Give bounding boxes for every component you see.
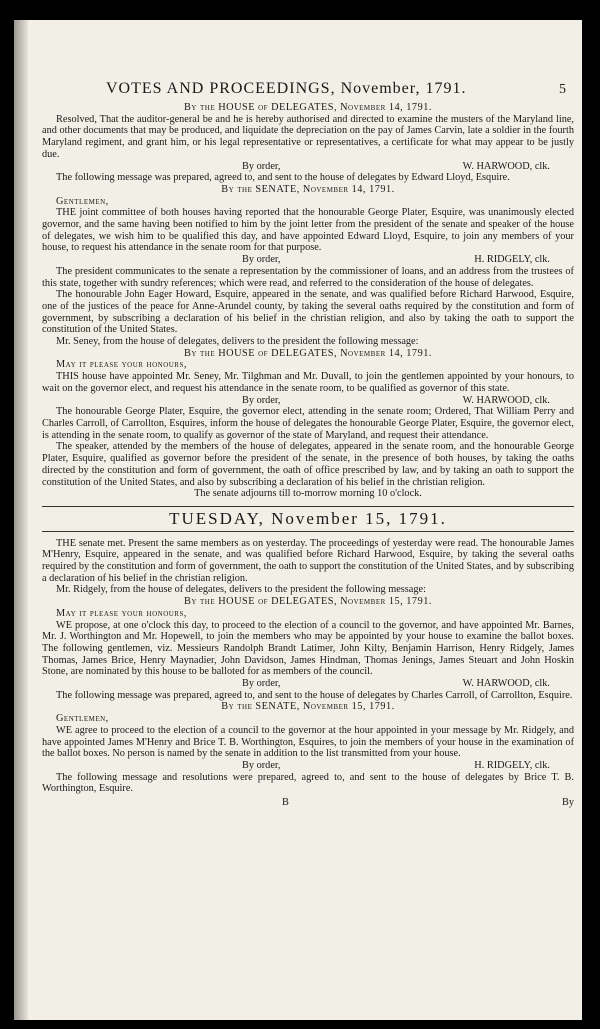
message-body: WE propose, at one o'clock this day, to proceed to the election of a council to the governor, and have appointed Mr. Barnes, Mr. J. Worthington and Mr. Hopewell, to join the members who may be appointed by your house to examine the ballot boxes. The following gentlemen, viz. Messieurs Randolph Brandt Latimer, John Kilty, Benjamin Harrison, Henry Ridgely, James Thomas, James Brice, Henry Maynadier, John Davidson, James Hindman, Thomas Jenings, James Steuart and John Hoskin Stone, are nominated by this house to be balloted for as members of the council.	[42, 619, 574, 678]
clerk-signature: W. HARWOOD, clk.	[462, 160, 550, 172]
proceeding-paragraph: The honourable George Plater, Esquire, the governor elect, attending in the senate room; Ordered, That William Perry and Charles Carroll, of Carrollton, Esquires, inform the house of delegates the honourable George Plater, Esquire, the governor elect, is attending in the senate room, to qualify as governor of the state of Maryland, and request their attendance.	[42, 406, 574, 441]
message-body: THIS house have appointed Mr. Seney, Mr. Tilghman and Mr. Duvall, to join the gentlemen appointed by your honours, to wait on the governor elect, and request his attendance in the senate room, to be qualified as governor of this state.	[42, 371, 574, 394]
signature-line	[42, 760, 574, 772]
proceeding-paragraph: The honourable John Eager Howard, Esquire, appeared in the senate, and was qualified before Richard Harwood, Esquire, one of the justices of the peace for Anne-Arundel county, by taking the several oaths required by the constitution and form of government, by subscribing a declaration of his belief in the christian religion, and also by taking the oath to support the constitution of the United States.	[42, 289, 574, 336]
proceeding-paragraph: THE senate met. Present the same members as on yesterday. The proceedings of yesterday were read. The honourable James M'Henry, Esquire, appeared in the senate, and was qualified before Richard Harwood, Esquire, by taking the several oaths required by the constitution and form of government, the oath to support the constitution of the United States, and by subscribing a declaration of his belief in the christian religion.	[42, 537, 574, 584]
by-order-label: By order,	[242, 678, 281, 690]
clerk-signature: H. RIDGELY, clk.	[474, 254, 550, 266]
page-number: 5	[559, 82, 566, 97]
signature-line	[42, 161, 574, 173]
clerk-signature: W. HARWOOD, clk.	[462, 678, 550, 690]
section-heading: By the HOUSE of DELEGATES, November 15, 1791.	[184, 596, 432, 608]
document-page	[14, 20, 582, 1020]
proceeding-paragraph: Mr. Ridgely, from the house of delegates, delivers to the president the following message:	[56, 584, 426, 596]
message-paragraph: The following message was prepared, agreed to, and sent to the house of delegates by Charles Carroll, of Carrollton, Esquire.	[56, 689, 573, 701]
by-order-label: By order,	[242, 394, 281, 406]
clerk-signature: W. HARWOOD, clk.	[462, 394, 550, 406]
by-order-label: By order,	[242, 254, 281, 266]
signature-line	[42, 678, 574, 690]
section-heading: By the HOUSE of DELEGATES, November 14, 1791.	[184, 102, 432, 113]
page-title: VOTES AND PROCEEDINGS, November, 1791.	[106, 80, 467, 97]
message-paragraph: The following message and resolutions were prepared, agreed to, and sent to the house of delegates by Brice T. B. Worthington, Esquire.	[42, 771, 574, 795]
resolution-paragraph: Resolved, That the auditor-general be and he is hereby authorised and directed to examine the musters of the Maryland line, and other documents that may be produced, and liquidate the depreciation on the pay of James Carvin, late a soldier in the fourth Maryland regiment, and grant him, or his legal representative or representatives, a certificate for what may appear to be justly due.	[42, 113, 574, 160]
by-order-label: By order,	[242, 160, 281, 172]
proceeding-paragraph: The president communicates to the senate a representation by the commissioner of loans, and an address from the trustees of this state, together with sundry references; which were read, and referred to the consideration of the house of delegates.	[42, 265, 574, 289]
section-heading: By the HOUSE of DELEGATES, November 14, 1791.	[184, 347, 432, 359]
divider	[42, 531, 574, 532]
section-heading: By the SENATE, November 15, 1791.	[221, 701, 395, 713]
by-order-label: By order,	[242, 759, 281, 771]
section-heading: By the SENATE, November 14, 1791.	[221, 183, 395, 195]
date-heading: TUESDAY, November 15, 1791.	[169, 508, 447, 528]
adjournment-line: The senate adjourns till to-morrow morning 10 o'clock.	[194, 488, 422, 500]
proceeding-paragraph: The speaker, attended by the members of the house of delegates, appeared in the senate room, and the honourable George Plater, Esquire, qualified as governor before the president of the senate, in the presence of both houses, by taking the oaths directed by the constitution and form of government, the oath of office prescribed by law, and by taking an oath to support the constitution of the United States, and also by subscribing a declaration of his belief in the christian religion.	[42, 441, 574, 488]
salutation: May it please your honours,	[56, 359, 187, 371]
signature-line	[42, 254, 574, 266]
proceeding-paragraph: Mr. Seney, from the house of delegates, delivers to the president the following message:	[56, 336, 419, 348]
page-body	[42, 102, 574, 809]
signature-mark: B	[282, 797, 289, 809]
divider	[42, 506, 574, 507]
page-footer	[42, 797, 574, 809]
signature-line	[42, 395, 574, 407]
running-header	[106, 80, 566, 98]
message-paragraph: The following message was prepared, agreed to, and sent to the house of delegates by Edward Lloyd, Esquire.	[56, 172, 510, 184]
catchword: By	[561, 797, 574, 809]
salutation: Gentlemen,	[56, 195, 109, 207]
salutation: Gentlemen,	[56, 713, 109, 725]
message-body: THE joint committee of both houses having reported that the honourable George Plater, Esquire, was unanimously elected governor, and the same having been notified to him by the joint letter from the president of the senate and speaker of the house of delegates, we wish him to be qualified this day, and have appointed Edward Lloyd, Esquire, to join any members of your house, to request his attendance in the senate room for that purpose.	[42, 207, 574, 254]
message-body: WE agree to proceed to the election of a council to the governor at the hour appointed in your message by Mr. Ridgely, and have appointed James M'Henry and Brice T. B. Worthington, Esquires, to join the members of your house in the examination of the ballot boxes. No person is named by the senate in addition to the list transmitted from your house.	[42, 724, 574, 760]
salutation: May it please your honours,	[56, 607, 187, 619]
clerk-signature: H. RIDGELY, clk.	[474, 759, 550, 771]
